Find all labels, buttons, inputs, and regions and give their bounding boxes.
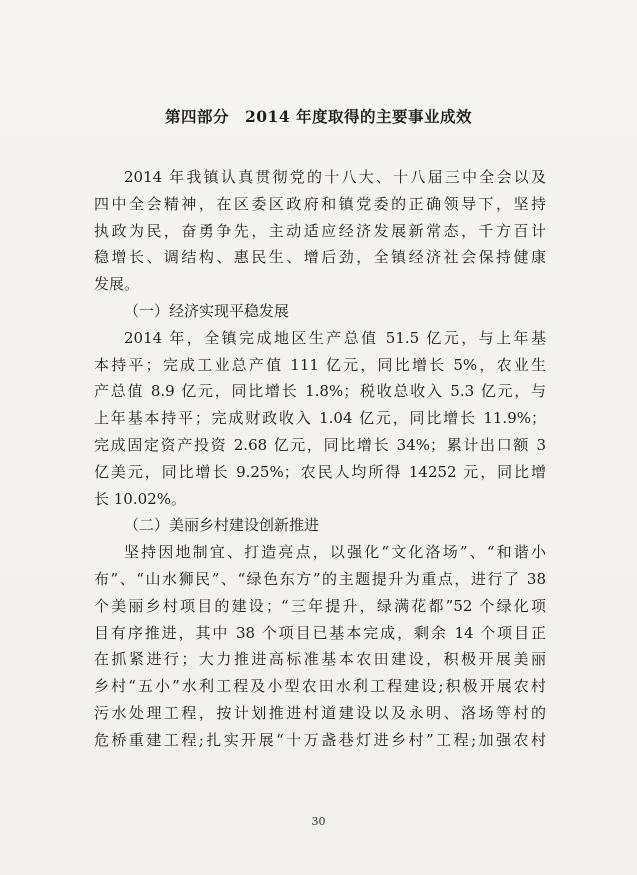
text-line: 危桥重建工程;扎实开展“十万盏巷灯进乡村”工程;加强农村: [94, 730, 546, 749]
text-line: 在抓紧进行；大力推进高标准基本农田建设，积极开展美丽: [94, 650, 546, 669]
text-line: 四中全会精神，在区委区政府和镇党委的正确领导下，坚持: [94, 194, 546, 213]
text-line: 布”、“山水狮民”、“绿色东方”的主题提升为重点，进行了 38: [94, 569, 546, 588]
page-title: 第四部分 2014 年度取得的主要事业成效: [164, 107, 473, 126]
text-line: 稳增长、调结构、惠民生、增后劲，全镇经济社会保持健康: [94, 248, 546, 267]
text-line: 执政为民，奋勇争先，主动适应经济发展新常态，千方百计: [94, 221, 546, 240]
section-heading-economy: （一）经济实现平稳发展: [124, 301, 290, 320]
text-line: 本持平；完成工业总产值 111 亿元，同比增长 5%，农业生: [94, 355, 546, 374]
intro-paragraph: [94, 164, 546, 754]
text-line: 产总值 8.9 亿元，同比增长 1.8%；税收总收入 5.3 亿元，与: [94, 382, 546, 401]
text-line: 乡村“五小”水利工程及小型农田水利工程建设;积极开展农村: [94, 677, 546, 696]
text-line: 发展。: [94, 275, 140, 294]
text-line: 坚持因地制宜、打造亮点，以强化“文化洛场”、“和谐小: [124, 543, 546, 562]
text-line: 亿美元，同比增长 9.25%；农民人均所得 14252 元，同比增: [94, 462, 546, 481]
text-line: 2014 年，全镇完成地区生产总值 51.5 亿元，与上年基: [124, 328, 546, 347]
section-heading-rural: （二）美丽乡村建设创新推进: [124, 516, 320, 535]
text-line: 完成固定资产投资 2.68 亿元，同比增长 34%；累计出口额 3: [94, 435, 546, 454]
text-line: 污水处理工程，按计划推进村道建设以及永明、洛场等村的: [94, 703, 546, 722]
text-line: 目有序推进，其中 38 个项目已基本完成，剩余 14 个项目正: [94, 623, 546, 642]
text-line: 长 10.02%。: [94, 489, 186, 508]
page-number: 30: [311, 815, 326, 828]
text-line: 上年基本持平；完成财政收入 1.04 亿元，同比增长 11.9%；: [94, 409, 546, 428]
text-line: 2014 年我镇认真贯彻党的十八大、十八届三中全会以及: [124, 168, 546, 186]
text-line: 个美丽乡村项目的建设；“三年提升，绿满花都”52 个绿化项: [94, 596, 546, 615]
